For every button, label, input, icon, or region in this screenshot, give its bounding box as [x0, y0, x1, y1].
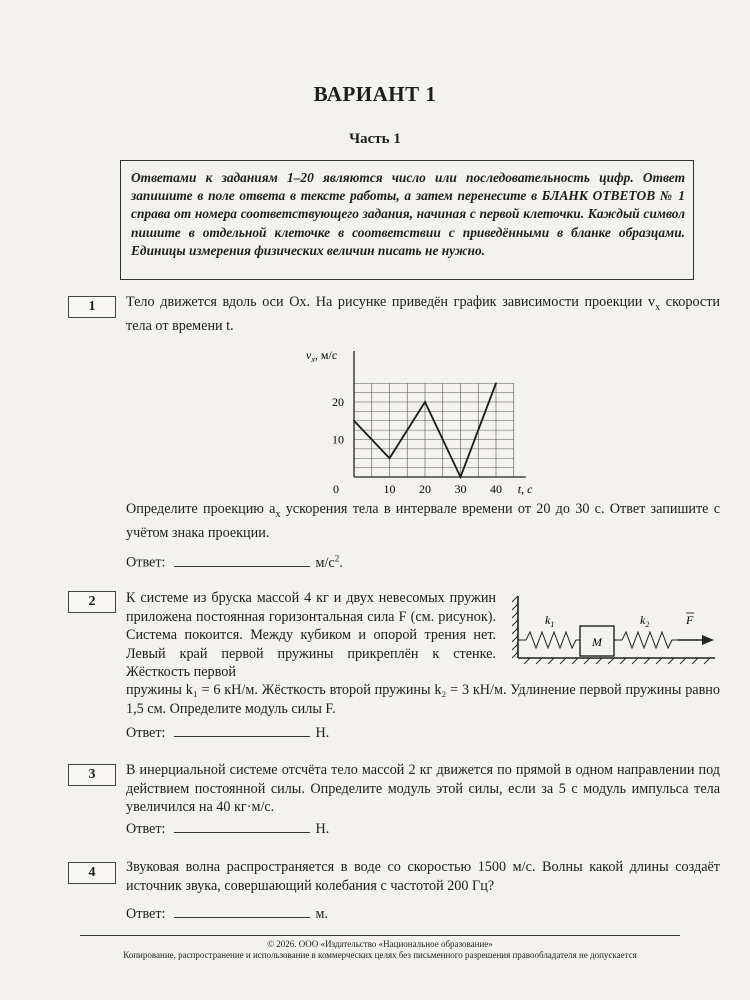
variant-title: ВАРИАНТ 1: [313, 82, 437, 106]
answer-label: Ответ:: [126, 821, 166, 837]
task-1-text: Тело движется вдоль оси Ox. На рисунке приведён график зависимости проекции $v_x$ скорости тела от времени t.: [126, 294, 720, 335]
answer-label: Ответ:: [126, 554, 166, 571]
task-number-1: 1: [68, 296, 116, 318]
spring-diagram: [510, 590, 720, 670]
copyright-line-1: © 2026. ООО «Издательство «Национальное образование»: [267, 939, 493, 949]
task-2-text-part1: К системе из бруска массой 4 кг и двух невесомых пружин приложена постоянная горизонтальная сила F (см. рисунок). Система покоится. Между кубиком и опорой трения нет. Левый край первой пружины прикреплён к стенке. Жёсткость первой: [126, 590, 496, 680]
spring-1: [518, 632, 580, 648]
data-point: [389, 457, 391, 459]
x-tick-label: 10: [383, 482, 396, 495]
x-axis-label: t, с: [517, 482, 533, 495]
task-number-3: 3: [68, 764, 116, 786]
copyright-footer: [80, 935, 680, 961]
copyright-line-2: Копирование, распространение и использование в коммерческих целях без письменного разрешения правообладателя не допускается: [123, 950, 637, 960]
x-tick-label: 40: [490, 482, 502, 495]
spring-2: [614, 632, 678, 648]
spring-2-label: $k_2$: [640, 613, 650, 629]
answer-unit: м.: [315, 906, 329, 922]
block-label: M: [592, 635, 602, 649]
part-title: Часть 1: [349, 131, 401, 147]
task-1-question: Определите проекцию $a_x$ ускорения тела в интервале времени от 20 до 30 с. Ответ запишите с учётом знака проекции.: [126, 501, 721, 542]
data-point: [424, 401, 426, 403]
force-label: F: [686, 613, 694, 627]
task-1-answer: [126, 553, 343, 572]
data-point: [495, 382, 497, 384]
answer-unit: Н.: [315, 821, 330, 837]
instructions-box: Ответами к заданиям 1–20 являются число или последовательность цифр. Ответ запишите в поле ответа в тексте работы, а затем перенесите в БЛАНК ОТВЕТОВ № 1 справа от номера соответствующего задания, начиная с первой клеточки. Каждый символ пишите в отдельной клеточке в соответствии с приведёнными в бланке образцами. Единицы измерения физических величин писать не нужно.: [120, 160, 694, 280]
task-2-text-part2: пружины k₁ = 6 кН/м. Жёсткость второй пружины k₂ = 3 кН/м. Удлинение первой пружины равно 1,5 см. Определите модуль силы F.: [126, 682, 720, 717]
answer-field-1[interactable]: [174, 554, 310, 567]
x-tick-label: 0: [333, 482, 339, 495]
y-tick-label: 10: [332, 432, 344, 447]
answer-unit: $м/с^2$.: [315, 553, 343, 571]
velocity-chart: [290, 345, 550, 495]
answer-unit: Н.: [315, 725, 330, 741]
y-axis-label: $v_x$, м/с: [306, 348, 338, 364]
answer-label: Ответ:: [126, 906, 166, 922]
task-4-text: Звуковая волна распространяется в воде со скоростью 1500 м/с. Волны какой длины создаёт источник звука, совершающий колебания с частотой 200 Гц?: [126, 859, 720, 894]
task-4-answer: [126, 905, 328, 923]
task-3-answer: [126, 820, 329, 838]
answer-field-3[interactable]: [174, 820, 310, 833]
task-3-text: В инерциальной системе отсчёта тело массой 2 кг движется по прямой в одном направлении под действием постоянной силы. Определите модуль этой силы, если за 5 с модуль импульса тела увеличился на 40 кг·м/с.: [126, 762, 720, 815]
answer-field-4[interactable]: [174, 905, 310, 918]
answer-field-2[interactable]: [174, 724, 310, 737]
data-point: [460, 476, 462, 478]
spring-1-label: $k_1$: [545, 613, 555, 629]
x-tick-label: 30: [454, 482, 467, 495]
task-2-answer: [126, 724, 329, 742]
answer-label: Ответ:: [126, 725, 166, 741]
y-tick-label: 20: [332, 395, 344, 409]
data-point: [353, 420, 355, 422]
task-number-2: 2: [68, 591, 116, 613]
x-tick-label: 20: [419, 482, 431, 495]
task-number-4: 4: [68, 862, 116, 884]
